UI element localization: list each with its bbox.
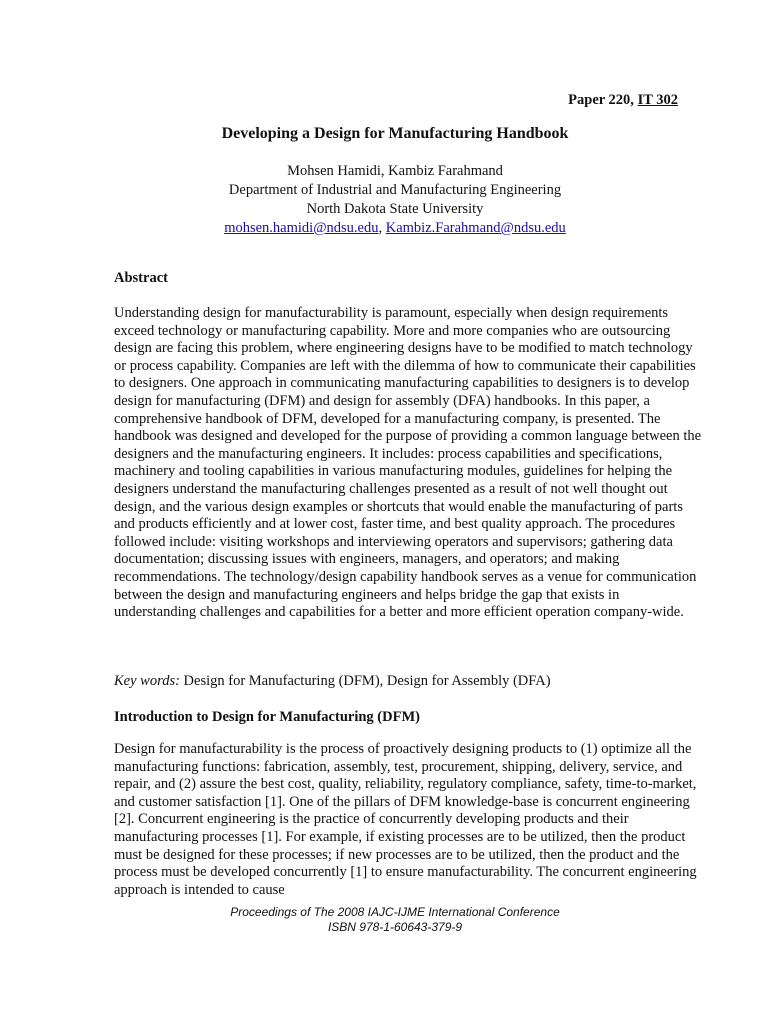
footer-isbn: ISBN 978-1-60643-379-9 [327, 920, 463, 934]
author-department: Department of Industrial and Manufacturing Engineering [228, 182, 562, 198]
email-link-farahmand[interactable]: Kambiz.Farahmand@ndsu.edu [385, 220, 566, 236]
paper-id-prefix: Paper 220, [568, 92, 638, 108]
page-footer [0, 905, 768, 935]
introduction-body: Design for manufacturability is the process of proactively designing products to (1) optimize all the manufacturing functions: fabrication, assembly, test, procurement, shipping, delivery, service, and repair, and (2) assure the best cost, quality, reliability, regulatory compliance, safety, time-to-market, and customer satisfaction [1]. One of the pillars of DFM knowledge-base is concurrent engineering [2]. Concurrent engineering is the practice of concurrently developing products and their manufacturing processes [1]. For example, if existing processes are to be utilized, then the product must be designed for these processes; if new processes are to be utilized, then the product and the process must be developed concurrently [1] to ensure manufacturability. The concurrent engineering approach is intended to cause [114, 741, 697, 898]
keywords-label: Key words: [114, 673, 180, 689]
email-link-hamidi[interactable]: mohsen.hamidi@ndsu.edu [224, 220, 379, 236]
abstract-body: Understanding design for manufacturability is paramount, especially when design requirements exceed technology or manufacturing capability. More and more companies who are outsourcing design are facing this problem, where engineering designs have to be modified to match technology or process capability. Companies are left with the dilemma of how to communicate their capabilities to designers. One approach in communicating manufacturing capabilities to designers is to develop design for manufacturing (DFM) and design for assembly (DFA) handbooks. In this paper, a comprehensive handbook of DFM, developed for a manufacturing company, is presented. The handbook was designed and developed for the purpose of providing a common language between the designers and the manufacturing engineers. It includes: process capabilities and specifications, machinery and tooling capabilities in various manufacturing modules, guidelines for helping the designers understand the manufacturing challenges presented as a result of not well thought out design, and the various design examples or shortcuts that would enable the manufacturing of parts and products efficiently and at lower cost, faster time, and best quality approach. The procedures followed include: visiting workshops and interviewing operators and supervisors; gathering data documentation; discussing issues with engineers, managers, and operators; and making recommendations. The technology/design capability handbook serves as a venue for communication between the design and manufacturing engineers and helps bridge the gap that exists in understanding challenges and capabilities for a better and more efficient operation company-wide. [114, 305, 702, 621]
author-block [0, 162, 768, 238]
paper-code-link[interactable]: IT 302 [637, 92, 678, 108]
paper-id [568, 92, 678, 109]
author-university: North Dakota State University [306, 201, 484, 217]
introduction-heading: Introduction to Design for Manufacturing (DFM) [114, 709, 420, 725]
email-separator: , [378, 220, 386, 236]
author-names: Mohsen Hamidi, Kambiz Farahmand [287, 163, 503, 179]
paper-title: Developing a Design for Manufacturing Handbook [221, 125, 569, 142]
author-emails [0, 219, 768, 238]
abstract-heading: Abstract [114, 270, 168, 286]
keywords-text: Design for Manufacturing (DFM), Design for Assembly (DFA) [179, 673, 551, 689]
keywords [114, 673, 714, 690]
footer-proceedings: Proceedings of The 2008 IAJC-IJME International Conference [230, 905, 560, 919]
